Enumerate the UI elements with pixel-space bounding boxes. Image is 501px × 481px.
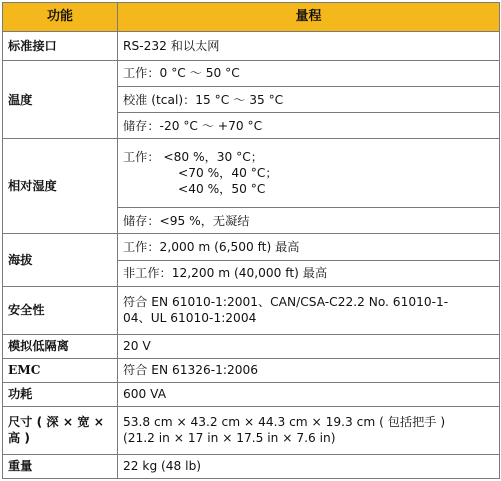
- value-humidity-operating: [118, 139, 500, 208]
- table-row: [3, 454, 500, 478]
- value-safety: [118, 286, 500, 334]
- label-altitude: 海拔: [3, 234, 118, 286]
- value-temperature-calibration: 校准 (tcal)：15 °C ～ 35 °C: [118, 87, 500, 113]
- label-isolation: 模拟低隔离: [3, 334, 118, 358]
- table-row: [3, 382, 500, 406]
- value-altitude-operating: 工作：2,000 m (6,500 ft) 最高: [118, 234, 500, 260]
- label-humidity: 相对湿度: [3, 139, 118, 234]
- table-row: [3, 234, 500, 260]
- label-weight: 重量: [3, 454, 118, 478]
- value-temperature-operating: 工作：0 °C ～ 50 °C: [118, 60, 500, 86]
- label-interface: 标准接口: [3, 32, 118, 60]
- label-power: 功耗: [3, 382, 118, 406]
- table-row: [3, 32, 500, 60]
- value-weight: 22 kg (48 lb): [118, 454, 500, 478]
- dimensions-line1: 53.8 cm × 43.2 cm × 44.3 cm × 19.3 cm ( 包括把手 ): [123, 415, 446, 430]
- value-temperature-storage: 储存：-20 °C ～ +70 °C: [118, 113, 500, 139]
- table-row: [3, 406, 500, 454]
- table-row: [3, 286, 500, 334]
- humidity-op-line3: <40 %，50 °C: [178, 182, 266, 197]
- dimensions-label-line2: 高 ): [8, 431, 31, 446]
- safety-line2: 04、UL 61010-1:2004: [123, 311, 257, 326]
- header-row: [3, 3, 500, 32]
- value-interface: RS-232 和以太网: [118, 32, 500, 60]
- dimensions-label-line1: 尺寸 ( 深 × 宽 ×: [8, 415, 104, 430]
- label-dimensions: [3, 406, 118, 454]
- value-isolation: 20 V: [118, 334, 500, 358]
- label-safety: 安全性: [3, 286, 118, 334]
- value-emc: 符合 EN 61326-1:2006: [118, 358, 500, 382]
- dimensions-line2: (21.2 in × 17 in × 17.5 in × 7.6 in): [123, 431, 336, 446]
- safety-line1: 符合 EN 61010-1:2001、CAN/CSA-C22.2 No. 61010-1-: [123, 295, 449, 310]
- table-row: [3, 139, 500, 208]
- table-row: [3, 60, 500, 86]
- value-altitude-non-operating: 非工作：12,200 m (40,000 ft) 最高: [118, 260, 500, 286]
- humidity-op-line1: 工作： <80 %，30 °C；: [123, 150, 263, 165]
- value-humidity-storage: 储存：<95 %，无凝结: [118, 208, 500, 234]
- header-range: 量程: [118, 3, 500, 32]
- table-row: [3, 334, 500, 358]
- humidity-op-line2: <70 %，40 °C；: [178, 166, 278, 181]
- value-dimensions: [118, 406, 500, 454]
- value-power: 600 VA: [118, 382, 500, 406]
- label-emc: EMC: [3, 358, 118, 382]
- header-function: 功能: [3, 3, 118, 32]
- specifications-table: [2, 2, 500, 479]
- label-temperature: 温度: [3, 60, 118, 139]
- table-row: [3, 358, 500, 382]
